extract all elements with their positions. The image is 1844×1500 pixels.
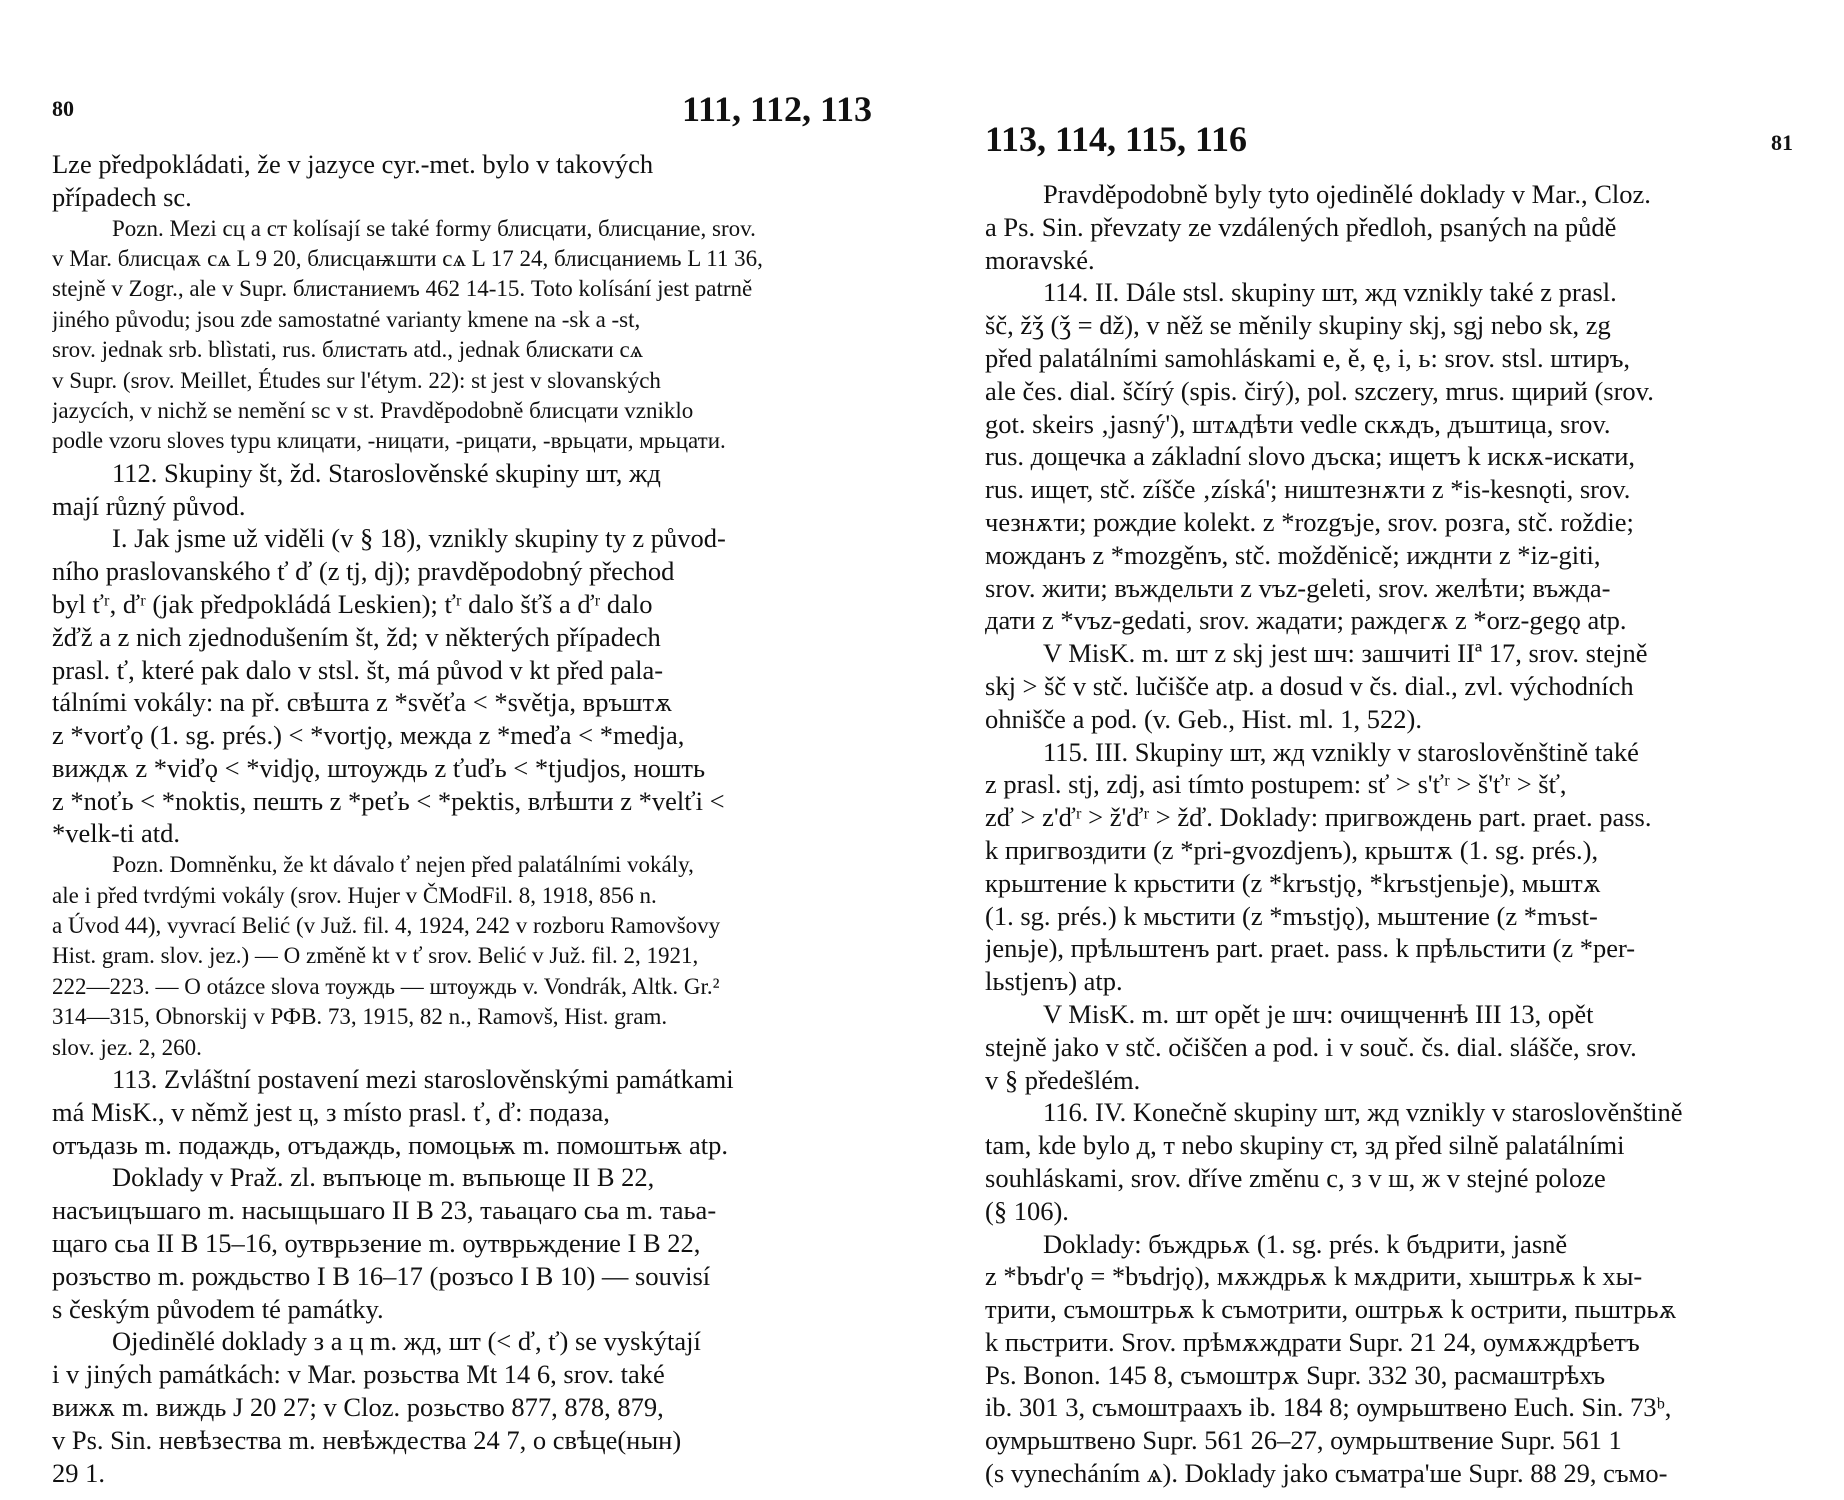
note-line: Pozn. Domněnku, že kt dávalo ť nejen před palatálními vokály, <box>112 852 694 878</box>
note-line: Pozn. Mezi сц a ст kolísají se také formy блисцати, блисцание, srov. <box>112 215 756 241</box>
note-line: jazycích, v nichž se nemění sc v st. Pravděpodobně блисцати vzniklo <box>52 397 694 423</box>
text-line: moravské. <box>985 244 1095 275</box>
text-line: k пригвоздити (z *pri-gvozdjenъ), крьштѫ (1. sg. prés.), <box>985 834 1599 865</box>
text-line: z prasl. stj, zdj, asi tímto postupem: sť > s'ťʳ > š'ťʳ > šť, <box>985 769 1567 800</box>
left-page-number: 80 <box>52 96 74 121</box>
note-line: jiného původu; jsou zde samostatné varianty kmene na -sk a -st, <box>52 306 641 332</box>
text-line: s českým původem té památky. <box>52 1293 384 1324</box>
text-line: виждѫ z *viďǫ < *vidjǫ, штоуждь z ťuďь < *tjudjos, ношть <box>52 752 706 783</box>
text-line: дати z *vъz-gedati, srov. жадати; раждегѫ z *orz-gegǫ atp. <box>985 605 1627 636</box>
note-line: ale i před tvrdými vokály (srov. Hujer v ČModFil. 8, 1918, 856 n. <box>52 882 657 908</box>
text-line: got. skeirs ‚jasný'), штѧдѣти vedle скѫдъ, дъштица, srov. <box>985 408 1611 439</box>
text-line: rus. дощечка a základní slovo дъска; ищетъ k искѫ-искати, <box>985 441 1636 472</box>
note-line: srov. jednak srb. blìstati, rus. блистать atd., jednak блискати сѧ <box>52 337 644 363</box>
text-line: щаго сьа II B 15–16, оутврьзение m. оутврьждение I B 22, <box>52 1228 701 1258</box>
text-line: před palatálními samohláskami e, ě, ę, i, ь: srov. stsl. штиръ, <box>985 342 1631 373</box>
text-line: отъдазь m. подаждь, отъдаждь, помоцьѭ m. помоштьѭ atp. <box>52 1129 728 1160</box>
text-line: a Ps. Sin. převzaty ze vzdálených předloh, psaných na půdě <box>985 211 1617 242</box>
text-line: I. Jak jsme už viděli (v § 18), vznikly skupiny ty z původ- <box>112 523 726 554</box>
left-page-header <box>52 88 872 148</box>
note-line: 314—315, Obnorskij v РФВ. 73, 1915, 82 n., Ramovš, Hist. gram. <box>52 1004 668 1030</box>
left-body-text <box>52 148 872 1489</box>
right-body-text <box>985 178 1793 1490</box>
section-heading-114: 114. II. Dále stsl. skupiny шт, жд vznikly také z prasl. <box>1043 277 1617 308</box>
note-line: 222—223. — O otázce slova тоуждь — штоуждь v. Vondrák, Altk. Gr.² <box>52 973 720 999</box>
note-line: v Mar. блисцаѫ сѧ L 9 20, блисцаѭшти сѧ L 17 24, блисцаниемь L 11 36, <box>52 245 763 271</box>
text-line: jenьje), прѣльштенъ part. praet. pass. k прѣльстити (z *per- <box>985 933 1636 964</box>
text-line: případech sc. <box>52 181 192 212</box>
note-line: Hist. gram. slov. jez.) — O změně kt v ť srov. Belić v Juž. fil. 2, 1921, <box>52 943 699 969</box>
text-line: Ojedinělé doklady з a ц m. жд, шт (< ď, ť) se vyskýtají <box>112 1326 701 1357</box>
text-line: ale čes. dial. ščírý (spis. čirý), pol. szczery, mrus. щирий (srov. <box>985 375 1654 406</box>
text-line: 29 1. <box>52 1457 105 1488</box>
section-heading-115: 115. III. Skupiny шт, жд vznikly v staroslověnštině také <box>1043 736 1639 767</box>
text-line: оумрьштвено Supr. 561 26–27, оумрьштвение Supr. 561 1 <box>985 1425 1622 1456</box>
text-line: z *vorťǫ (1. sg. prés.) < *vortjǫ, межда z *meďa < *medja, <box>52 720 685 751</box>
text-line: вижѫ m. виждь J 20 27; v Cloz. розьство 877, 878, 879, <box>52 1391 664 1422</box>
text-line: tálními vokály: na př. свѣшта z *svěťa < *světja, връштѫ <box>52 687 673 718</box>
text-line: *velk-ti atd. <box>52 818 181 849</box>
text-line: Doklady v Praž. zl. въпъюце m. въпьюще II B 22, <box>112 1162 655 1193</box>
section-heading-112: 112. Skupiny št, žd. Staroslověnské skupiny шт, жд <box>112 457 661 488</box>
text-line: можданъ z *mozgěnъ, stč. možděnicě; ижднти z *iz-giti, <box>985 539 1601 570</box>
text-line: Ps. Bonon. 145 8, съмоштрѫ Supr. 332 30, расмаштрѣхъ <box>985 1359 1606 1390</box>
right-page-header <box>985 118 1793 178</box>
text-line: šč, žǯ (ǯ = dž), v něž se měnily skupiny skj, sgj nebo sk, zg <box>985 310 1611 341</box>
text-line: (s vynecháním ѧ). Doklady jako съматра'ше Supr. 88 29, съмо- <box>985 1458 1668 1489</box>
text-line: srov. жити; въждельти z vъz-geleti, srov. желѣти; въжда- <box>985 572 1611 603</box>
text-line: V MisK. m. шт z skj jest шч: зашчиті IIª 17, srov. stejně <box>1043 638 1648 669</box>
text-line: i v jiných památkách: v Mar. розьства Mt 14 6, srov. také <box>52 1359 665 1390</box>
text-line: Doklady: бъждрьѫ (1. sg. prés. k бъдрити, jasně <box>1043 1228 1568 1259</box>
note-line: v Supr. (srov. Meillet, Études sur l'étym. 22): st jest v slovanských <box>52 367 661 393</box>
text-line: крьштение k крьстити (z *krъstjǫ, *krъstjenьje), мьштѫ <box>985 867 1601 898</box>
text-line: prasl. ť, které pak dalo v stsl. št, má původ v kt před pala- <box>52 654 664 685</box>
text-line: mají různý původ. <box>52 490 246 521</box>
text-line: v Ps. Sin. невѣзества m. невѣждества 24 7, о свѣце(нын) <box>52 1424 682 1455</box>
section-heading-113: 113. Zvláštní postavení mezi staroslověnskými památkami <box>112 1064 734 1095</box>
right-page <box>985 0 1793 1490</box>
text-line: skj > šč v stč. lučišče atp. a dosud v čs. dial., zvl. východních <box>985 670 1634 701</box>
text-line: rus. ищет, stč. zíšče ‚získá'; ништезнѫти z *is-kesnǫti, srov. <box>985 474 1631 505</box>
text-line: k пьстрити. Srov. прѣмѫждрати Supr. 21 24, оумѫждрѣетъ <box>985 1326 1640 1357</box>
text-line: (1. sg. prés.) k мьстити (z *mъstjǫ), мьштение (z *mъst- <box>985 900 1598 931</box>
text-line: z *bъdr'ǫ = *bъdrjǫ), мѫждрьѫ k мѫдрити, хыштрьѫ k хы- <box>985 1261 1643 1292</box>
text-line: žďž a z nich zjednodušením št, žd; v některých případech <box>52 621 661 652</box>
text-line: Lze předpokládati, že v jazyce cyr.-met. bylo v takových <box>52 149 654 179</box>
text-line: má MisK., v němž jest ц, з místo prasl. ť, ď: подаза, <box>52 1096 610 1127</box>
text-line: чезнѫти; рождие kolekt. z *rozgъje, srov. розга, stč. roždie; <box>985 506 1634 537</box>
left-page <box>52 0 872 1489</box>
text-line: lьstjenъ) atp. <box>985 966 1123 997</box>
note-line: slov. jez. 2, 260. <box>52 1034 202 1060</box>
text-line: трити, съмоштрьѫ k съмотрити, оштрьѫ k острити, пьштрьѫ <box>985 1294 1677 1325</box>
text-line: tam, kde bylo д, т nebo skupiny ст, зд před silně palatálními <box>985 1130 1625 1161</box>
text-line: ib. 301 3, съмоштраахъ ib. 184 8; оумрьштвено Euch. Sin. 73ᵇ, <box>985 1392 1672 1423</box>
text-line: (§ 106). <box>985 1195 1069 1226</box>
right-section-header: 113, 114, 115, 116 <box>985 119 1248 159</box>
section-heading-116: 116. IV. Konečně skupiny шт, жд vznikly v staroslověnštině <box>1043 1097 1683 1128</box>
note-line: stejně v Zogr., ale v Supr. блистаниемъ 462 14-15. Toto kolísání jest patrně <box>52 276 753 302</box>
left-section-header: 111, 112, 113 <box>681 89 872 129</box>
text-line: z *noťь < *noktis, пешть z *peťь < *pektis, влѣшти z *velťi < <box>52 785 725 816</box>
text-line: V MisK. m. шт opět je шч: очищченнѣ III 13, opět <box>1043 998 1594 1029</box>
text-line: byl ťʳ, ďʳ (jak předpokládá Leskien); ťʳ dalo šťš a ďʳ dalo <box>52 588 653 619</box>
text-line: stejně jako v stč. očiščen a pod. i v souč. čs. dial. sláščе, srov. <box>985 1031 1637 1062</box>
note-line: a Úvod 44), vyvrací Belić (v Juž. fil. 4, 1924, 242 v rozboru Ramovšovy <box>52 913 721 939</box>
text-line: насъицъшаго m. насыщьшаго II B 23, таьацаго сьа m. таьа- <box>52 1195 717 1226</box>
right-page-number: 81 <box>1771 130 1793 155</box>
text-line: ohnišče a pod. (v. Geb., Hist. ml. 1, 522). <box>985 703 1422 734</box>
text-line: ního praslovanského ť ď (z tj, dj); pravděpodobný přechod <box>52 556 675 587</box>
text-line: Pravděpodobně byly tyto ojedinělé doklady v Mar., Cloz. <box>1043 179 1651 209</box>
text-line: zď > z'ďʳ > ž'ďʳ > žď. Doklady: пригвождень part. praet. pass. <box>985 802 1652 833</box>
text-line: розъство m. рождьство I B 16–17 (розъсо I B 10) — souvisí <box>52 1260 711 1291</box>
text-line: souhláskami, srov. dříve změnu с, з v ш, ж v stejné poloze <box>985 1162 1606 1193</box>
note-line: podle vzoru sloves typu клицати, -ницати, -рицати, -врьцати, мрьцати. <box>52 428 726 454</box>
text-line: v § předešlém. <box>985 1064 1141 1095</box>
